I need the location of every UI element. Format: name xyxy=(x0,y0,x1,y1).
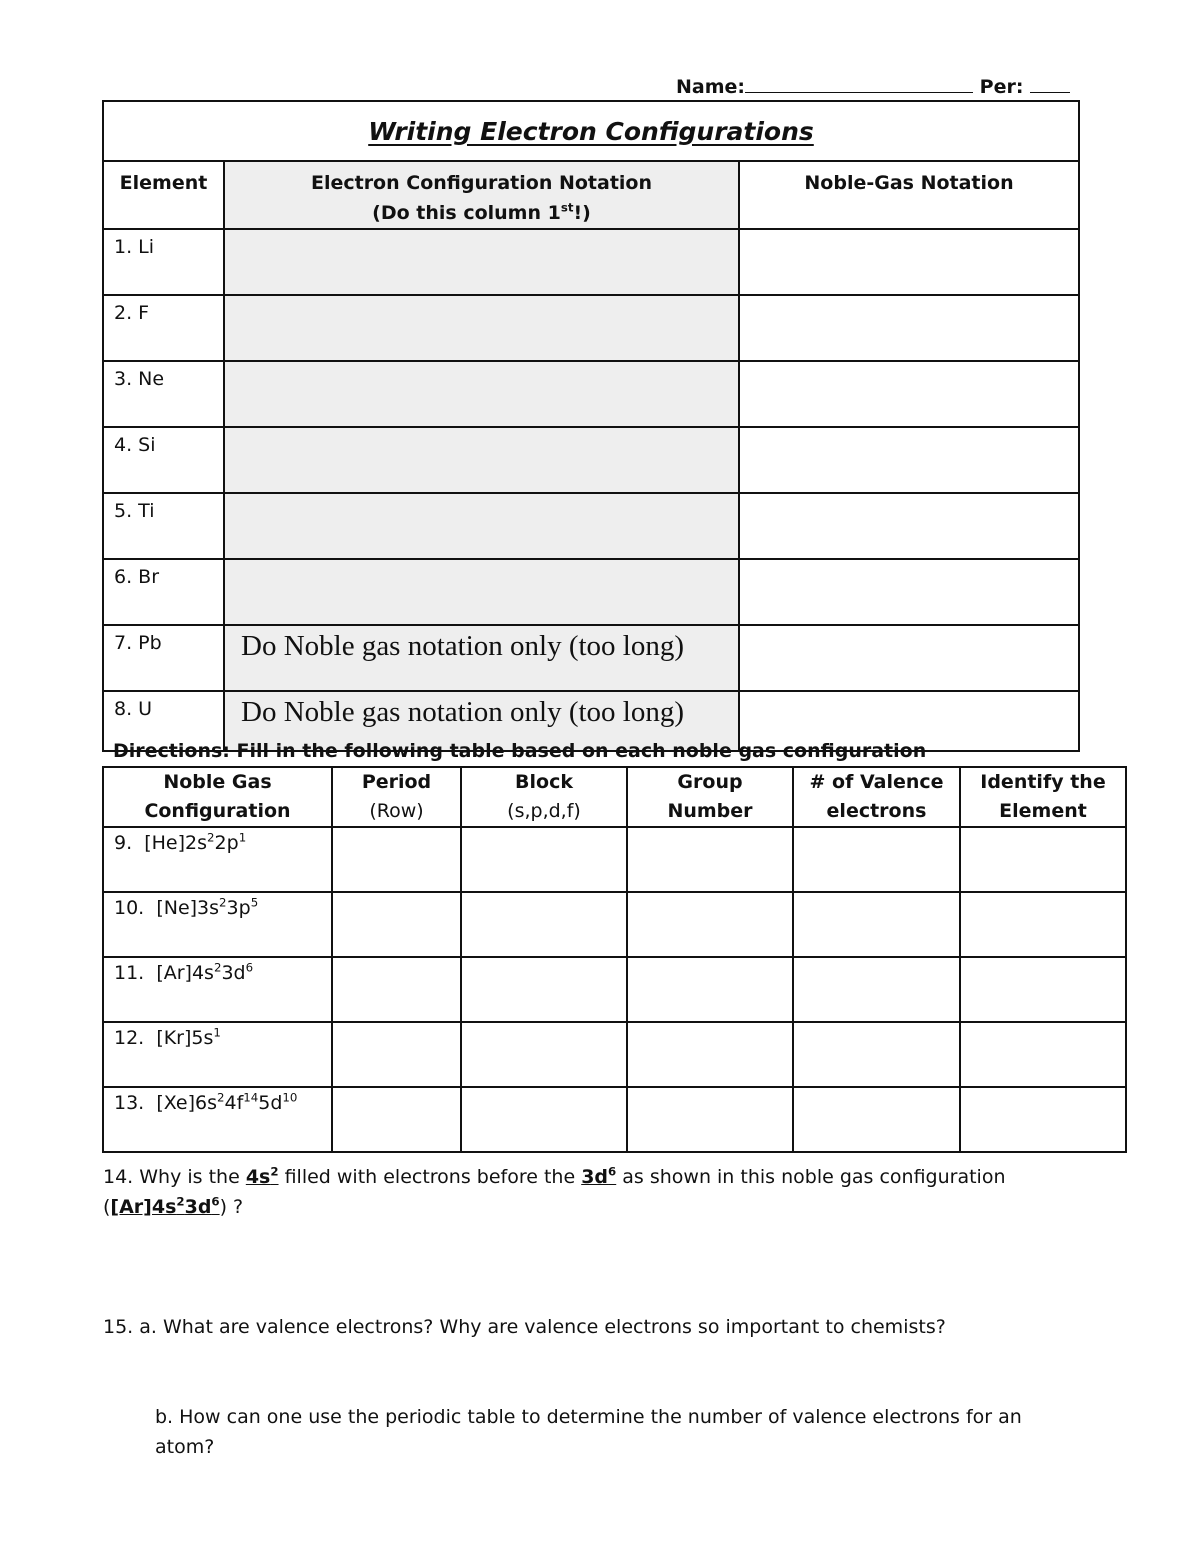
column-header-line2: (Row) xyxy=(369,800,424,822)
q14-open-paren: ( xyxy=(103,1196,111,1218)
element-cell: 7. Pb xyxy=(103,625,224,691)
table-row xyxy=(103,1087,1126,1152)
orbital: 5s xyxy=(191,1027,214,1049)
orbital: 3p xyxy=(226,897,251,919)
config-core: [Kr] xyxy=(156,1027,192,1049)
config-number: 11. xyxy=(114,962,145,984)
table-row xyxy=(103,1022,1126,1087)
config-number: 13. xyxy=(114,1092,145,1114)
column-header xyxy=(103,767,332,827)
answer-cell[interactable] xyxy=(793,827,960,892)
orbital-electrons: 6 xyxy=(245,960,254,975)
q14-text-e: as shown in this noble gas configuration xyxy=(616,1166,1006,1188)
header-config-suffix: !) xyxy=(573,202,591,224)
header-config-line1: Electron Configuration Notation xyxy=(310,172,653,194)
header-config-line2 xyxy=(225,198,738,228)
q14-3d-base: 3d xyxy=(581,1166,609,1188)
orbital: 5d xyxy=(258,1092,283,1114)
q14-config-a: [Ar]4s xyxy=(110,1196,177,1218)
column-header xyxy=(960,767,1126,827)
column-header xyxy=(627,767,793,827)
per-label: Per: xyxy=(979,76,1024,98)
directions: Directions: Fill in the following table based on each noble gas configuration xyxy=(113,740,927,762)
column-header-line2: Configuration xyxy=(144,800,291,822)
answer-cell[interactable] xyxy=(627,827,793,892)
answer-cell[interactable] xyxy=(461,827,627,892)
answer-cell[interactable] xyxy=(793,1022,960,1087)
noble-gas-config-cell xyxy=(103,827,332,892)
electron-config-table xyxy=(102,100,1080,752)
noble-gas-table xyxy=(102,766,1127,1153)
q14-3d-sup: 6 xyxy=(608,1164,617,1179)
question-15a: 15. a. What are valence electrons? Why are valence electrons so important to chemists? xyxy=(103,1316,946,1338)
q14-text-a: 14. Why is the xyxy=(103,1166,246,1188)
column-header-line2: electrons xyxy=(826,800,927,822)
noble-gas-cell[interactable] xyxy=(739,559,1079,625)
answer-cell[interactable] xyxy=(461,1087,627,1152)
noble-gas-cell[interactable] xyxy=(739,229,1079,295)
name-per-row xyxy=(676,74,1070,98)
header-element: Element xyxy=(103,161,224,229)
answer-cell[interactable] xyxy=(332,1087,461,1152)
name-blank[interactable] xyxy=(745,74,973,93)
noble-gas-cell[interactable] xyxy=(739,427,1079,493)
table-row xyxy=(103,295,1079,361)
config-cell[interactable] xyxy=(224,427,739,493)
table-row xyxy=(103,559,1079,625)
answer-cell[interactable] xyxy=(627,957,793,1022)
orbital: 6s xyxy=(195,1092,217,1114)
config-core: [He] xyxy=(144,832,186,854)
table-title: Writing Electron Configurations xyxy=(368,116,814,146)
q14-config xyxy=(110,1196,219,1218)
noble-gas-config-cell xyxy=(103,892,332,957)
answer-cell[interactable] xyxy=(332,957,461,1022)
noble-gas-config-cell xyxy=(103,1022,332,1087)
answer-cell[interactable] xyxy=(461,892,627,957)
config-cell[interactable] xyxy=(224,295,739,361)
answer-cell[interactable] xyxy=(627,1087,793,1152)
orbital: 2p xyxy=(214,832,239,854)
orbital-electrons: 1 xyxy=(238,830,247,845)
answer-cell[interactable] xyxy=(793,892,960,957)
answer-cell[interactable] xyxy=(793,1087,960,1152)
q14-config-b: 3d xyxy=(184,1196,212,1218)
column-header-line2: Element xyxy=(999,800,1087,822)
table-row xyxy=(103,625,1079,691)
q14-4s-base: 4s xyxy=(245,1166,271,1188)
header-config-prefix: (Do this column 1 xyxy=(372,202,561,224)
config-core: [Ne] xyxy=(156,897,198,919)
config-cell[interactable] xyxy=(224,559,739,625)
spacer xyxy=(144,897,156,919)
config-number: 12. xyxy=(114,1027,145,1049)
name-label: Name: xyxy=(676,76,746,98)
answer-cell[interactable] xyxy=(461,957,627,1022)
q14-config-sup2: 6 xyxy=(211,1194,220,1209)
element-cell: 2. F xyxy=(103,295,224,361)
per-blank[interactable] xyxy=(1030,74,1070,93)
q14-config-sup1: 2 xyxy=(176,1194,185,1209)
orbital-electrons: 10 xyxy=(282,1090,298,1105)
column-header-line1: Period xyxy=(361,771,432,793)
noble-gas-config-cell xyxy=(103,957,332,1022)
spacer xyxy=(144,1092,156,1114)
answer-cell[interactable] xyxy=(332,892,461,957)
spacer xyxy=(132,832,144,854)
config-core: [Xe] xyxy=(156,1092,195,1114)
header-config-sup: st xyxy=(560,200,574,215)
header-config xyxy=(224,161,739,229)
column-header-line1: Identify the xyxy=(980,771,1106,793)
column-header-line2: (s,p,d,f) xyxy=(507,800,581,822)
header-noble-gas: Noble-Gas Notation xyxy=(739,161,1079,229)
config-number: 10. xyxy=(114,897,145,919)
noble-gas-cell[interactable] xyxy=(739,295,1079,361)
table-row xyxy=(103,427,1079,493)
spacer xyxy=(144,1027,156,1049)
answer-cell[interactable] xyxy=(793,957,960,1022)
orbital-electrons: 14 xyxy=(243,1090,259,1105)
answer-cell[interactable] xyxy=(332,827,461,892)
table-row xyxy=(103,361,1079,427)
question-14-line2 xyxy=(103,1196,243,1218)
question-15b-line1: b. How can one use the periodic table to determine the number of valence electrons for an xyxy=(155,1406,1022,1428)
orbital: 3d xyxy=(221,962,246,984)
table-row xyxy=(103,827,1126,892)
column-header-line1: Noble Gas xyxy=(163,771,272,793)
answer-cell[interactable] xyxy=(960,827,1126,892)
question-14-line1 xyxy=(103,1166,1006,1188)
config-cell[interactable] xyxy=(224,229,739,295)
config-core: [Ar] xyxy=(156,962,192,984)
element-cell: 3. Ne xyxy=(103,361,224,427)
element-cell: 4. Si xyxy=(103,427,224,493)
element-cell: 1. Li xyxy=(103,229,224,295)
orbital-electrons: 2 xyxy=(213,960,222,975)
column-header-line1: Group xyxy=(677,771,743,793)
question-15b-line2: atom? xyxy=(155,1436,215,1458)
q14-text-c: filled with electrons before the xyxy=(278,1166,582,1188)
table-row xyxy=(103,493,1079,559)
answer-cell[interactable] xyxy=(960,957,1126,1022)
orbital-electrons: 2 xyxy=(207,830,215,845)
config-cell[interactable] xyxy=(224,493,739,559)
element-cell: 6. Br xyxy=(103,559,224,625)
orbital-electrons: 5 xyxy=(250,895,259,910)
element-cell: 8. U xyxy=(103,691,224,751)
config-cell: Do Noble gas notation only (too long) xyxy=(224,625,739,691)
config-cell: Do Noble gas notation only (too long) xyxy=(224,691,739,751)
answer-cell[interactable] xyxy=(461,1022,627,1087)
answer-cell[interactable] xyxy=(960,892,1126,957)
orbital: 4f xyxy=(224,1092,244,1114)
noble-gas-cell[interactable] xyxy=(739,493,1079,559)
orbital: 4s xyxy=(191,962,214,984)
column-header xyxy=(461,767,627,827)
column-header-line1: Block xyxy=(515,771,573,793)
table-title-cell xyxy=(103,101,1079,161)
q14-4s xyxy=(246,1166,279,1188)
answer-cell[interactable] xyxy=(960,1022,1126,1087)
noble-gas-cell[interactable] xyxy=(739,361,1079,427)
config-number: 9. xyxy=(114,832,133,854)
orbital-electrons: 1 xyxy=(213,1025,221,1040)
noble-gas-cell[interactable] xyxy=(739,625,1079,691)
answer-cell[interactable] xyxy=(332,1022,461,1087)
table-row xyxy=(103,229,1079,295)
q14-close: ) ? xyxy=(219,1196,244,1218)
q14-3d xyxy=(581,1166,616,1188)
element-cell: 5. Ti xyxy=(103,493,224,559)
table-row xyxy=(103,892,1126,957)
column-header xyxy=(793,767,960,827)
answer-cell[interactable] xyxy=(960,1087,1126,1152)
spacer xyxy=(144,962,156,984)
answer-cell[interactable] xyxy=(627,892,793,957)
config-cell[interactable] xyxy=(224,361,739,427)
table-row xyxy=(103,957,1126,1022)
q14-4s-sup: 2 xyxy=(270,1164,279,1179)
column-header-line2: Number xyxy=(667,800,753,822)
orbital-electrons: 2 xyxy=(217,1090,225,1105)
noble-gas-config-cell xyxy=(103,1087,332,1152)
column-header-line1: # of Valence xyxy=(809,771,944,793)
orbital: 3s xyxy=(197,897,220,919)
orbital-electrons: 2 xyxy=(219,895,227,910)
answer-cell[interactable] xyxy=(627,1022,793,1087)
column-header xyxy=(332,767,461,827)
orbital: 2s xyxy=(185,832,208,854)
